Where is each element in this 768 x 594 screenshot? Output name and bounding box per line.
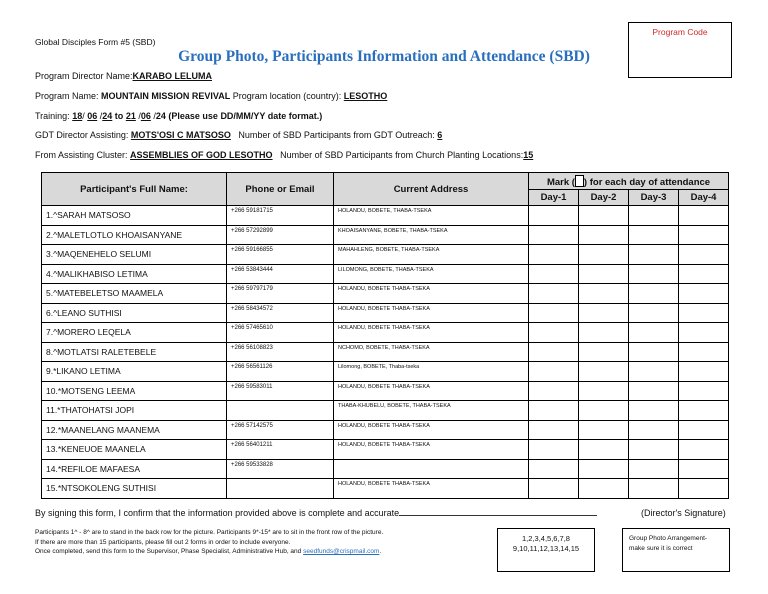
participant-address: HOLANDU, BOBETE THABA-TSEKA <box>334 323 529 343</box>
attendance-cell[interactable] <box>629 420 679 440</box>
attendance-cell[interactable] <box>629 303 679 323</box>
attendance-cell[interactable] <box>679 303 729 323</box>
participant-name: 13.*KENEUOE MAANELA <box>42 440 227 460</box>
cluster-count: 15 <box>523 150 534 160</box>
participant-address <box>334 459 529 479</box>
participant-name: 8.^MOTLATSI RALETEBELE <box>42 342 227 362</box>
front-row-numbers: 9,10,11,12,13,14,15 <box>512 544 580 553</box>
cluster-count-label: Number of SBD Participants from Church Planting Locations: <box>280 150 524 160</box>
attendance-cell[interactable] <box>679 420 729 440</box>
attendance-cell[interactable] <box>629 206 679 226</box>
attendance-cell[interactable] <box>529 401 579 421</box>
director-label: Program Director Name: <box>35 71 133 81</box>
director-line <box>35 71 212 81</box>
training-line: Training: 18/ 06 /24 to 21 /06 /24 (Please use DD/MM/YY date format.) <box>35 111 323 121</box>
group-photo-note <box>622 528 730 572</box>
table-row <box>42 342 729 362</box>
attendance-cell[interactable] <box>679 284 729 304</box>
checkbox-icon <box>575 175 584 187</box>
phone-header: Phone or Email <box>227 173 334 206</box>
attendance-cell[interactable] <box>529 323 579 343</box>
director-value: KARABO LELUMA <box>132 71 213 81</box>
participant-name: 9.*LIKANO LETIMA <box>42 362 227 382</box>
participant-address: HOLANDU, BOBETE THABA-TSEKA <box>334 440 529 460</box>
attendance-header <box>529 173 729 190</box>
table-row <box>42 459 729 479</box>
participant-phone: +266 57142575 <box>227 420 334 440</box>
table-row <box>42 381 729 401</box>
attendance-cell[interactable] <box>579 264 629 284</box>
location-value: LESOTHO <box>343 91 388 101</box>
training-end-month: 06 <box>140 111 151 121</box>
attendance-cell[interactable] <box>579 206 629 226</box>
attendance-cell[interactable] <box>679 479 729 499</box>
attendance-cell[interactable] <box>629 381 679 401</box>
attendance-cell[interactable] <box>579 420 629 440</box>
attendance-cell[interactable] <box>629 342 679 362</box>
training-start-month: 06 <box>87 111 98 121</box>
attendance-cell[interactable] <box>679 342 729 362</box>
attendance-cell[interactable] <box>529 303 579 323</box>
participant-phone: +266 57465610 <box>227 323 334 343</box>
arrangement-box <box>497 528 595 572</box>
attendance-cell[interactable] <box>579 323 629 343</box>
participant-address: HOLANDU, BOBETE THABA-TSEKA <box>334 284 529 304</box>
participant-address: NCHOMO, BOBETE, THABA-TSEKA <box>334 342 529 362</box>
attendance-cell[interactable] <box>679 401 729 421</box>
attendance-cell[interactable] <box>579 303 629 323</box>
participant-address: Lilomong, BOBETE, Thaba-tseka <box>334 362 529 382</box>
attendance-cell[interactable] <box>629 225 679 245</box>
participant-name: 6.^LEANO SUTHISI <box>42 303 227 323</box>
attendance-cell[interactable] <box>579 459 629 479</box>
attendance-cell[interactable] <box>679 264 729 284</box>
attendance-cell[interactable] <box>679 459 729 479</box>
attendance-cell[interactable] <box>679 225 729 245</box>
attendance-cell[interactable] <box>579 245 629 265</box>
table-row <box>42 225 729 245</box>
back-row-numbers: 1,2,3,4,5,6,7,8 <box>522 534 570 543</box>
participant-name: 15.*NTSOKOLENG SUTHISI <box>42 479 227 499</box>
program-code-label: Program Code <box>652 27 708 37</box>
attendance-cell[interactable] <box>579 342 629 362</box>
group-photo-note-line-1: Group Photo Arrangement- <box>629 535 708 542</box>
table-row <box>42 362 729 382</box>
attendance-cell[interactable] <box>679 323 729 343</box>
participant-address: HOLANDU, BOBETE, THABA-TSEKA <box>334 206 529 226</box>
participant-name: 11.*THATOHATSI JOPI <box>42 401 227 421</box>
participant-name: 5.^MATEBELETSO MAAMELA <box>42 284 227 304</box>
participant-name: 4.^MALIKHABISO LETIMA <box>42 264 227 284</box>
table-row <box>42 284 729 304</box>
participant-phone: +266 56561126 <box>227 362 334 382</box>
attendance-cell[interactable] <box>629 479 679 499</box>
participant-address: LILOMONG, BOBETE, THABA-TSEKA <box>334 264 529 284</box>
attendance-cell[interactable] <box>529 264 579 284</box>
day-header: Day-4 <box>679 190 729 206</box>
training-start-day: 18 <box>72 111 83 121</box>
participant-phone: +266 56108823 <box>227 342 334 362</box>
table-row <box>42 245 729 265</box>
attendance-cell[interactable] <box>529 362 579 382</box>
attendance-cell[interactable] <box>679 206 729 226</box>
attendance-cell[interactable] <box>579 362 629 382</box>
attendance-cell[interactable] <box>579 401 629 421</box>
attendance-cell[interactable] <box>529 440 579 460</box>
participant-phone <box>227 401 334 421</box>
table-row <box>42 206 729 226</box>
participant-name: 7.^MORERO LEQELA <box>42 323 227 343</box>
participant-name: 1.^SARAH MATSOSO <box>42 206 227 226</box>
gdt-label: GDT Director Assisting: <box>35 130 129 140</box>
attendance-cell[interactable] <box>679 440 729 460</box>
signature-field[interactable] <box>399 515 597 516</box>
table-row <box>42 323 729 343</box>
participant-name: 10.*MOTSENG LEEMA <box>42 381 227 401</box>
note-line-3: Once completed, send this form to the Supervisor, Phase Specialist, Administrative Hub, and <box>35 548 302 555</box>
table-row <box>42 479 729 499</box>
gdt-line <box>35 130 442 140</box>
participant-phone: +266 59797179 <box>227 284 334 304</box>
participant-address: KHOAISANYANE, BOBETE, THABA-TSEKA <box>334 225 529 245</box>
participant-name: 12.*MAANELANG MAANEMA <box>42 420 227 440</box>
attendance-table <box>41 172 729 499</box>
note-line-3-end: . <box>379 548 382 555</box>
attendance-cell[interactable] <box>629 401 679 421</box>
training-end-day: 21 <box>125 111 136 121</box>
participant-phone: +266 53843444 <box>227 264 334 284</box>
location-label: Program location (country): <box>232 91 342 101</box>
attendance-cell[interactable] <box>529 206 579 226</box>
email-link[interactable]: seedfunds@crispmail.com <box>303 548 380 555</box>
page-title: Group Photo, Participants Information and Attendance (SBD) <box>178 48 590 65</box>
mark-suffix: ) for each day of attendance <box>583 176 711 188</box>
participant-phone: +266 57292899 <box>227 225 334 245</box>
attendance-cell[interactable] <box>529 342 579 362</box>
gdt-count-label: Number of SBD Participants from GDT Outreach: <box>238 130 435 140</box>
form-number: Global Disciples Form #5 (SBD) <box>35 37 156 47</box>
signature-line <box>35 508 726 518</box>
table-row <box>42 264 729 284</box>
program-label: Program Name: <box>35 91 99 101</box>
attendance-cell[interactable] <box>579 440 629 460</box>
instructions <box>35 528 383 557</box>
participant-address: MAHAHLENG, BOBETE, THABA-TSEKA <box>334 245 529 265</box>
cluster-value: ASSEMBLIES OF GOD LESOTHO <box>130 150 273 160</box>
attendance-cell[interactable] <box>629 362 679 382</box>
attendance-cell[interactable] <box>629 264 679 284</box>
attendance-cell[interactable] <box>579 225 629 245</box>
day-header: Day-2 <box>579 190 629 206</box>
participant-name: 14.*REFILOE MAFAESA <box>42 459 227 479</box>
attendance-cell[interactable] <box>629 323 679 343</box>
attendance-cell[interactable] <box>529 245 579 265</box>
participant-phone: +266 59181715 <box>227 206 334 226</box>
cluster-line <box>35 150 533 160</box>
group-photo-note-line-2: make sure it is correct <box>629 544 693 552</box>
signature-label: (Director's Signature) <box>641 508 726 518</box>
attendance-cell[interactable] <box>629 459 679 479</box>
program-value: MOUNTAIN MISSION REVIVAL <box>101 91 231 101</box>
training-end-year: 24 <box>155 111 166 121</box>
training-date-note: (Please use DD/MM/YY date format.) <box>168 111 323 121</box>
attendance-cell[interactable] <box>679 245 729 265</box>
participant-address: THABA-KHUBELU, BOBETE, THABA-TSEKA <box>334 401 529 421</box>
attendance-cell[interactable] <box>579 479 629 499</box>
table-row <box>42 420 729 440</box>
table-row <box>42 440 729 460</box>
table-row <box>42 401 729 421</box>
participant-phone <box>227 479 334 499</box>
program-code-box[interactable] <box>628 22 732 78</box>
attendance-cell[interactable] <box>629 440 679 460</box>
participant-address: HOLANDU, BOBETE THABA-TSEKA <box>334 479 529 499</box>
gdt-count: 6 <box>437 130 443 140</box>
program-line <box>35 91 387 101</box>
participant-phone: +266 59166855 <box>227 245 334 265</box>
participant-name: 3.^MAQENEHELO SELUMI <box>42 245 227 265</box>
participant-address: HOLANDU, BOBETE THABA-TSEKA <box>334 381 529 401</box>
participant-phone: +266 59533828 <box>227 459 334 479</box>
training-label: Training: <box>35 111 70 121</box>
attendance-cell[interactable] <box>529 381 579 401</box>
participant-phone: +266 59583011 <box>227 381 334 401</box>
table-row <box>42 303 729 323</box>
note-line-2: If there are more than 15 participants, please fill out 2 forms in order to include everyone. <box>35 538 291 546</box>
participant-address: HOLANDU, BOBETE THABA-TSEKA <box>334 420 529 440</box>
note-line-1: Participants 1^ - 8^ are to stand in the back row for the picture. Participants 9*-15* are to sit in the front row of the picture. <box>35 529 384 536</box>
attendance-cell[interactable] <box>529 479 579 499</box>
participant-name: 2.^MALETLOTLO KHOAISANYANE <box>42 225 227 245</box>
attendance-cell[interactable] <box>629 284 679 304</box>
training-start-year: 24 <box>102 111 113 121</box>
attendance-cell[interactable] <box>679 381 729 401</box>
attendance-cell[interactable] <box>579 284 629 304</box>
attendance-cell[interactable] <box>629 245 679 265</box>
attendance-cell[interactable] <box>579 381 629 401</box>
attendance-cell[interactable] <box>529 284 579 304</box>
attendance-cell[interactable] <box>529 420 579 440</box>
name-header: Participant's Full Name: <box>42 173 227 206</box>
day-header: Day-1 <box>529 190 579 206</box>
gdt-value: MOTS'OSI C MATSOSO <box>130 130 231 140</box>
participant-phone: +266 58434572 <box>227 303 334 323</box>
day-header: Day-3 <box>629 190 679 206</box>
mark-prefix: Mark ( <box>546 176 575 188</box>
participant-phone: +266 56401211 <box>227 440 334 460</box>
address-header: Current Address <box>334 173 529 206</box>
training-to: to <box>114 111 124 121</box>
signature-statement: By signing this form, I confirm that the information provided above is complete and accurate <box>35 508 400 518</box>
participant-address: HOLANDU, BOBETE THABA-TSEKA <box>334 303 529 323</box>
attendance-cell[interactable] <box>529 459 579 479</box>
attendance-cell[interactable] <box>679 362 729 382</box>
cluster-label: From Assisting Cluster: <box>35 150 128 160</box>
attendance-cell[interactable] <box>529 225 579 245</box>
